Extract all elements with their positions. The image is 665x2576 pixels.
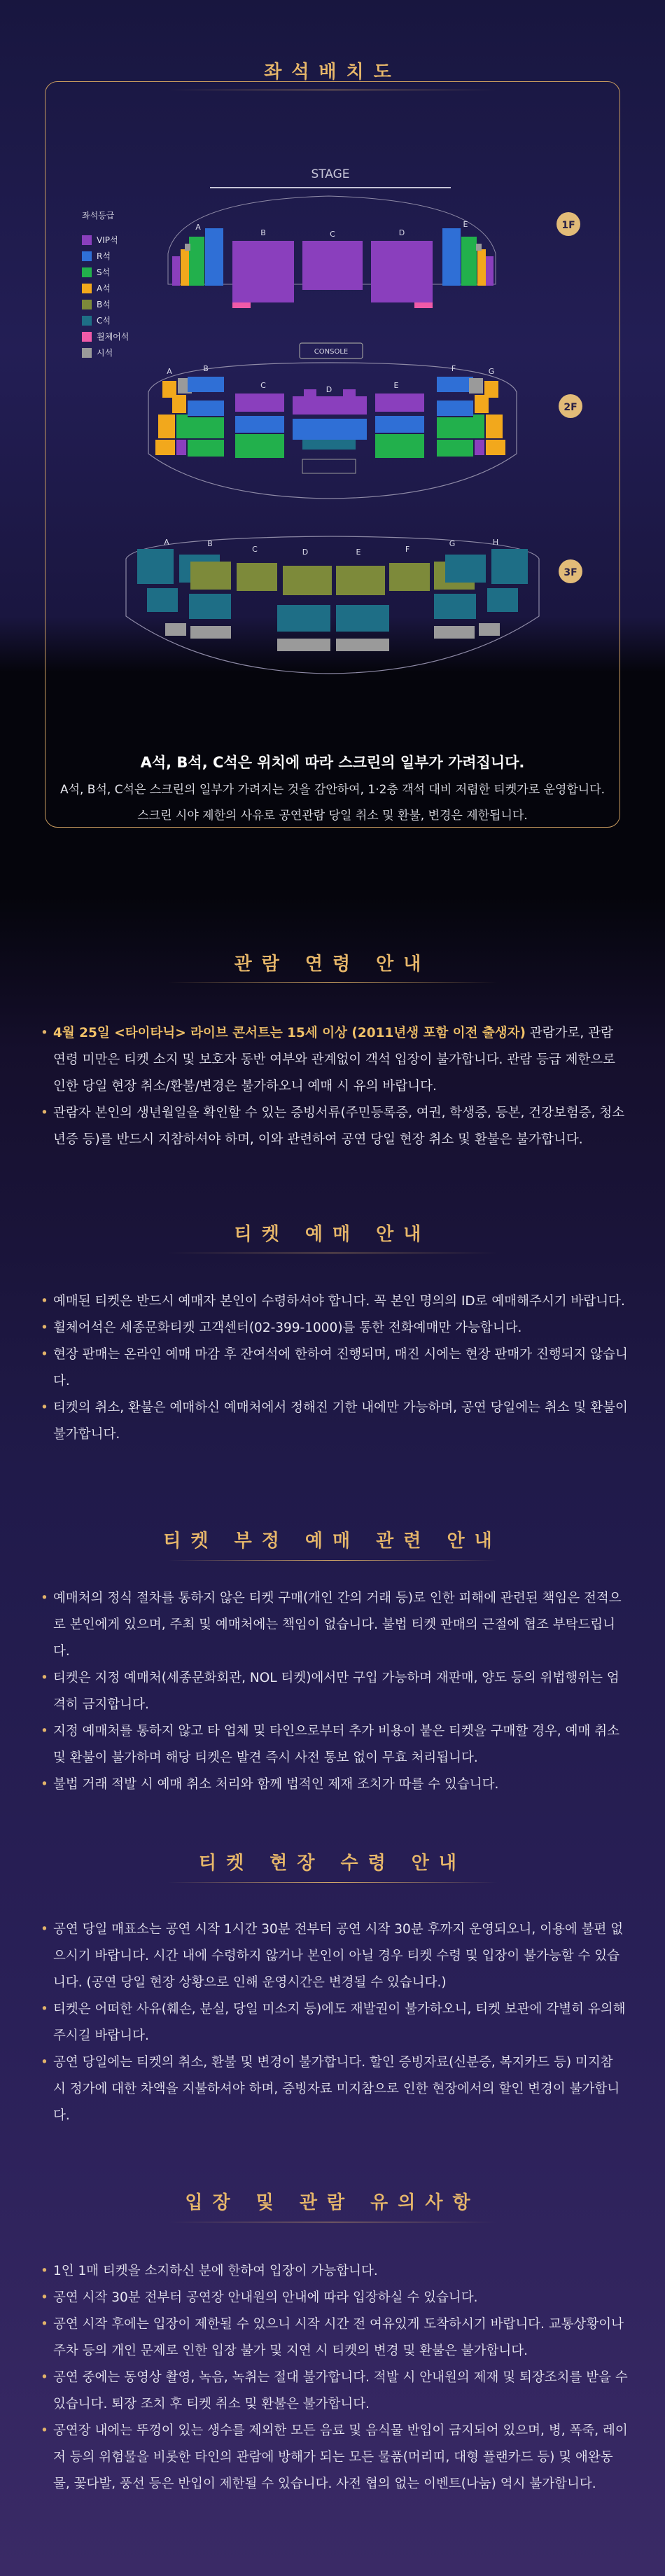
console-label: CONSOLE — [314, 348, 349, 356]
list-item: • 공연 중에는 동영상 촬영, 녹음, 녹취는 절대 불가합니다. 적발 시 안내원의 제재 및 퇴장조치를 받을 수 있습니다. 퇴장 조치 후 티켓 취소 및 환불은 불가합니다. — [41, 2365, 629, 2418]
list-item-text: 관람자 본인의 생년월일을 확인할 수 있는 증빙서류(주민등록증, 여권, 학생증, 등본, 건강보험증, 청소년증 등)를 반드시 지참하셔야 하며, 이와 관련하여 공연 당일 현장 취소 및 환불은 불가합니다. — [53, 1106, 625, 1147]
block-label-3f-a: A — [164, 538, 169, 547]
title-divider — [168, 1882, 497, 1883]
block-label-1f-d: D — [398, 228, 405, 237]
block-1f-b — [232, 241, 294, 302]
legend-label-a: A석 — [97, 284, 111, 293]
entry-section-title: 입장 및 관람 유의사항 — [185, 2192, 480, 2213]
block-label-3f-b: B — [207, 539, 213, 548]
legend-label-s: S석 — [97, 267, 111, 277]
list-item — [41, 1100, 629, 1153]
block-label-1f-a: A — [195, 223, 201, 232]
block-label-2f-b: B — [203, 364, 209, 373]
block-label-3f-h: H — [492, 538, 499, 547]
legend-label-c: C석 — [97, 316, 111, 326]
age-highlight: 4월 25일 <타이타닉> 라이브 콘서트는 15세 이상 (2011년생 포함 이전 출생자) — [53, 1026, 526, 1040]
floor-badge-1f-label: 1F — [561, 220, 575, 231]
floor-badge-2f-label: 2F — [564, 402, 578, 413]
pickup-list — [41, 1916, 629, 2129]
block-1f-a-left — [189, 237, 204, 286]
block-label-3f-e: E — [356, 548, 361, 557]
list-item: • 티켓은 어떠한 사유(훼손, 분실, 당일 미소지 등)에도 재발권이 불가하오니, 티켓 보관에 각별히 유의해 주시길 바랍니다. — [41, 1996, 629, 2049]
block-label-1f-e: E — [463, 220, 468, 229]
list-item: • 공연장 내에는 뚜껑이 있는 생수를 제외한 모든 음료 및 음식물 반입이 금지되어 있으며, 병, 폭죽, 레이저 등의 위험물을 비롯한 타인의 관람에 방해가 되는 모든 물품(머리띠, 대형 플랜카드 등) 및 애완동물, 꽃다발, 풍선 등은 반입이 제한될 수 있습니다. 사전 협의 없는 이벤트(나눔) 역시 불가합니다. — [41, 2418, 629, 2498]
seat-chart-title: 좌석배치도 — [264, 62, 401, 83]
list-item: • 티켓은 지정 예매처(세종문화회관, NOL 티켓)에서만 구입 가능하며 재판매, 양도 등의 위법행위는 엄격히 금지합니다. — [41, 1665, 629, 1718]
block-label-2f-a: A — [167, 367, 172, 376]
block-label-2f-d: D — [326, 385, 332, 394]
block-label-1f-b: B — [260, 228, 266, 237]
legend-swatch-r — [82, 251, 92, 261]
legend-swatch-wheelchair — [82, 332, 92, 342]
title-divider — [168, 1560, 497, 1561]
stage-label: STAGE — [311, 167, 350, 181]
list-item: • 휠체어석은 세종문화티켓 고객센터(02-399-1000)를 통한 전화예매만 가능합니다. — [41, 1315, 629, 1342]
list-item: • 공연 시작 30분 전부터 공연장 안내원의 안내에 따라 입장하실 수 있습니다. — [41, 2285, 629, 2311]
ticket-section-title: 티켓 예매 안내 — [234, 1224, 431, 1245]
age-list — [41, 1020, 629, 1153]
floor-badge-3f-label: 3F — [564, 567, 578, 578]
block-label-3f-g: G — [449, 539, 456, 548]
legend-swatch-obstructed — [82, 348, 92, 358]
legend-label-r: R석 — [97, 251, 111, 261]
list-item: • 티켓의 취소, 환불은 예매하신 예매처에서 정해진 기한 내에만 가능하며, 공연 당일에는 취소 및 환불이 불가합니다. — [41, 1395, 629, 1448]
legend-label-wheelchair: 휠체어석 — [97, 332, 130, 342]
legend-title: 좌석등급 — [82, 211, 115, 221]
legend-swatch-c — [82, 316, 92, 326]
list-item: • 1인 1매 티켓을 소지하신 분에 한하여 입장이 가능합니다. — [41, 2258, 629, 2285]
list-item: • 공연 당일에는 티켓의 취소, 환불 및 변경이 불가합니다. 할인 증빙자료(신분증, 복지카드 등) 미지참 시 정가에 대한 차액을 지불하셔야 하며, 증빙자료 미지참으로 인한 현장에서의 할인 변경이 불가합니다. — [41, 2049, 629, 2129]
fraud-section-title: 티켓 부정 예매 관련 안내 — [163, 1531, 502, 1552]
legend-label-obstructed: 시석 — [97, 348, 113, 358]
legend-label-vip: VIP석 — [97, 235, 118, 245]
seat-map — [0, 140, 665, 840]
list-item: • 지정 예매처를 통하지 않고 타 업체 및 타인으로부터 추가 비용이 붙은 티켓을 구매할 경우, 예매 취소 및 환불이 불가하며 해당 티켓은 발견 즉시 사전 통보 없이 무효 처리됩니다. — [41, 1718, 629, 1771]
legend-swatch-vip — [82, 235, 92, 245]
block-label-1f-c: C — [330, 230, 335, 239]
entry-list — [41, 2258, 629, 2498]
list-item: • 예매된 티켓은 반드시 예매자 본인이 수령하셔야 합니다. 꼭 본인 명의의 ID로 예매해주시기 바랍니다. — [41, 1288, 629, 1315]
legend-swatch-s — [82, 267, 92, 277]
list-item: • 공연 시작 후에는 입장이 제한될 수 있으니 시작 시간 전 여유있게 도착하시기 바랍니다. 교통상황이나 주차 등의 개인 문제로 인한 입장 불가 및 지연 시 티켓의 변경 및 환불은 불가합니다. — [41, 2311, 629, 2365]
block-1f-e-right — [442, 228, 461, 286]
list-item — [41, 1020, 629, 1100]
block-1f-d — [371, 241, 433, 302]
block-label-2f-f: F — [451, 364, 456, 373]
age-section-title: 관람 연령 안내 — [234, 954, 431, 975]
list-item: • 예매처의 정식 절차를 통하지 않은 티켓 구매(개인 간의 거래 등)로 인한 피해에 관련된 책임은 전적으로 본인에게 있으며, 주최 및 예매처에는 책임이 없습니다. 불법 티켓 판매의 근절에 협조 부탁드립니다. — [41, 1585, 629, 1665]
legend-label-b: B석 — [97, 300, 111, 309]
block-label-3f-c: C — [252, 545, 258, 554]
legend — [82, 235, 129, 358]
fraud-list — [41, 1585, 629, 1798]
ticket-list — [41, 1288, 629, 1448]
block-label-3f-d: D — [302, 548, 309, 557]
screen-notice-line-2: 스크린 시야 제한의 사유로 공연관람 당일 취소 및 환불, 변경은 제한됩니다. — [137, 809, 528, 823]
block-label-2f-c: C — [260, 381, 266, 390]
block-label-3f-f: F — [405, 545, 410, 554]
block-1f-c — [302, 241, 363, 290]
legend-swatch-a — [82, 284, 92, 293]
legend-swatch-b — [82, 300, 92, 309]
list-item: • 공연 당일 매표소는 공연 시작 1시간 30분 전부터 공연 시작 30분 후까지 운영되오니, 이용에 불편 없으시기 바랍니다. 시간 내에 수령하지 않거나 본인이 아닐 경우 티켓 수령 및 입장이 불가능할 수 있습니다. (공연 당일 현장 상황으로 인해 운영시간은 변경될 수 있습니다.) — [41, 1916, 629, 1996]
pickup-section-title: 티켓 현장 수령 안내 — [198, 1853, 467, 1874]
list-item: • 불법 거래 적발 시 예매 취소 처리와 함께 법적인 제재 조치가 따를 수 있습니다. — [41, 1771, 629, 1798]
list-item-text: 관람가로, 관람 연령 미만은 티켓 소지 및 보호자 동반 여부와 관계없이 객석 입장이 불가합니다. 관람 등급 제한으로 인한 당일 현장 취소/환불/변경은 불가하오니 예매 시 유의 바랍니다. — [53, 1026, 616, 1094]
screen-notice-line-1: A석, B석, C석은 스크린의 일부가 가려지는 것을 감안하여, 1·2층 객석 대비 저렴한 티켓가로 운영합니다. — [59, 783, 606, 797]
title-divider — [168, 982, 497, 983]
block-label-2f-e: E — [393, 381, 399, 390]
list-item: • 현장 판매는 온라인 예매 마감 후 잔여석에 한하여 진행되며, 매진 시에는 현장 판매가 진행되지 않습니다. — [41, 1342, 629, 1395]
block-label-2f-g: G — [488, 367, 495, 376]
2f-center-gap — [302, 459, 356, 473]
screen-notice-title: A석, B석, C석은 위치에 따라 스크린의 일부가 가려집니다. — [140, 754, 525, 771]
